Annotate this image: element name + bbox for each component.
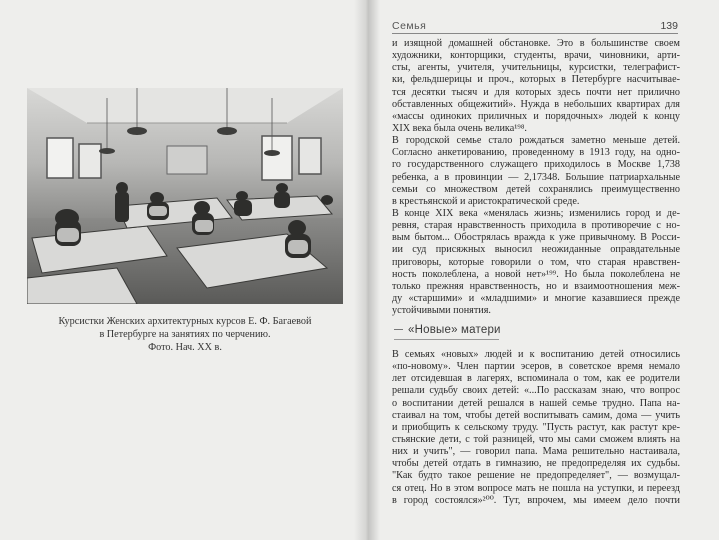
- text-line: в город состоялся»²⁰⁰. Тут, впрочем, мы имеем дело почти: [392, 494, 680, 506]
- drafting-class-photo-image: [27, 88, 343, 304]
- text-line: го государственного служащего приходилось в Москве 1,738: [392, 159, 680, 171]
- text-line: сты, агенты, учителя, учительницы, курсистки, телеграфист-: [392, 62, 680, 74]
- text-line: вым бытом... Обострялась вражда к уже привычному. В Росси-: [392, 232, 680, 244]
- section-heading: [394, 322, 682, 342]
- photo-caption: [22, 315, 348, 355]
- text-line: них и учить", — говорил папа. Мама решительно настаивала,: [392, 446, 680, 458]
- section-title: «Новые» матери: [408, 324, 501, 336]
- text-line: «по-новому». Член партии эсеров, в советское время немало: [392, 361, 680, 373]
- text-line: ки, фельдшерицы и проч., которых в Петербурге насчитывае-: [392, 74, 680, 86]
- text-line: ность поколеблена, а новой нет»¹⁹⁹. Но была поколеблена не: [392, 268, 680, 280]
- book-gutter: [354, 0, 380, 540]
- text-line: чтобы детей отдать в гимназию, не предопределяя их судьбы.: [392, 458, 680, 470]
- text-line: семьи со множеством детей сохранялись преимущественно: [392, 183, 680, 195]
- text-line: лет отсидевшая в лагерях, вспоминала о том, как ее родители: [392, 373, 680, 385]
- text-line: ии суд присяжных выносил неожиданные оправдательные: [392, 244, 680, 256]
- text-line: о воспитании детей решался в нашей семье трудно. Папа на-: [392, 397, 680, 409]
- text-line: ся отец. Но в этом вопросе мать не пошла на уступки, и переезд: [392, 482, 680, 494]
- text-line: ребенка, а в провинции — 2,17348. Большие патриархальные: [392, 171, 680, 183]
- text-line: В городской семье стало рождаться заметно меньше детей.: [392, 135, 680, 147]
- section-underline: [394, 339, 499, 340]
- text-line: и изящной домашней обстановке. Это в большинстве своем: [392, 38, 680, 49]
- text-line: Согласно анкетированию, проведенному в 1913 году, на одно-: [392, 147, 680, 159]
- text-line: стаивал на том, чтобы детей воспитывать самим, дома — учить: [392, 409, 680, 421]
- text-line: в крестьянской и аристократической среде.: [392, 195, 580, 207]
- archival-photo: [27, 88, 343, 304]
- caption-line: в Петербурге на занятиях по черчению.: [99, 329, 271, 341]
- text-line: и приобщить к сельскому труду. "Пусть растут, как растут кре-: [392, 421, 680, 433]
- text-line: только прежняя нравственность, но и взаимоотношения меж-: [392, 280, 680, 292]
- text-line: художники, конторщики, студенты, врачи, чиновники, арти-: [392, 50, 680, 62]
- caption-line: Курсистки Женских архитектурных курсов Е. Ф. Багаевой: [58, 316, 312, 327]
- text-line: «массы одиноких приличных и порядочных» людей к концу: [392, 110, 680, 122]
- page-header: [392, 20, 678, 34]
- header-rule: [392, 33, 678, 34]
- text-line: В семьях «новых» людей и к воспитанию детей относились: [392, 349, 680, 360]
- text-line: тся десятки тысяч и для которых здесь почти нет прилично: [392, 86, 680, 98]
- text-line: решали судьбу своих детей: «...По рассказам знаю, что вопрос: [392, 385, 680, 397]
- text-line: "Как будто такое решение не предопределяет", — возмущал-: [392, 470, 680, 482]
- page-number: 139: [660, 20, 678, 32]
- text-line: обставленных общежитий». Нужда в небольших квартирах для: [392, 98, 680, 110]
- text-line: ревня, старая нравственность приходила в противоречие с но-: [392, 220, 680, 232]
- running-head: Семья: [392, 20, 427, 32]
- section-rule: [394, 329, 403, 330]
- body-text-block: [392, 349, 680, 507]
- text-line: В конце XIX века «менялась жизнь; изменились город и де-: [392, 207, 680, 219]
- text-line: приговоры, которые говорили о том, что старая нравствен-: [392, 256, 680, 268]
- text-line: устойчивыми понятия.: [392, 305, 491, 317]
- text-line: XIX века была очень велика¹⁹⁸.: [392, 122, 527, 134]
- text-line: стьянские дети, с той разницей, что мы сами сможем влиять на: [392, 433, 680, 445]
- caption-line: Фото. Нач. ХХ в.: [148, 342, 222, 354]
- text-line: ду «старшими» и «младшими» и многие казавшиеся прежде: [392, 292, 680, 304]
- body-text-block: [392, 38, 680, 317]
